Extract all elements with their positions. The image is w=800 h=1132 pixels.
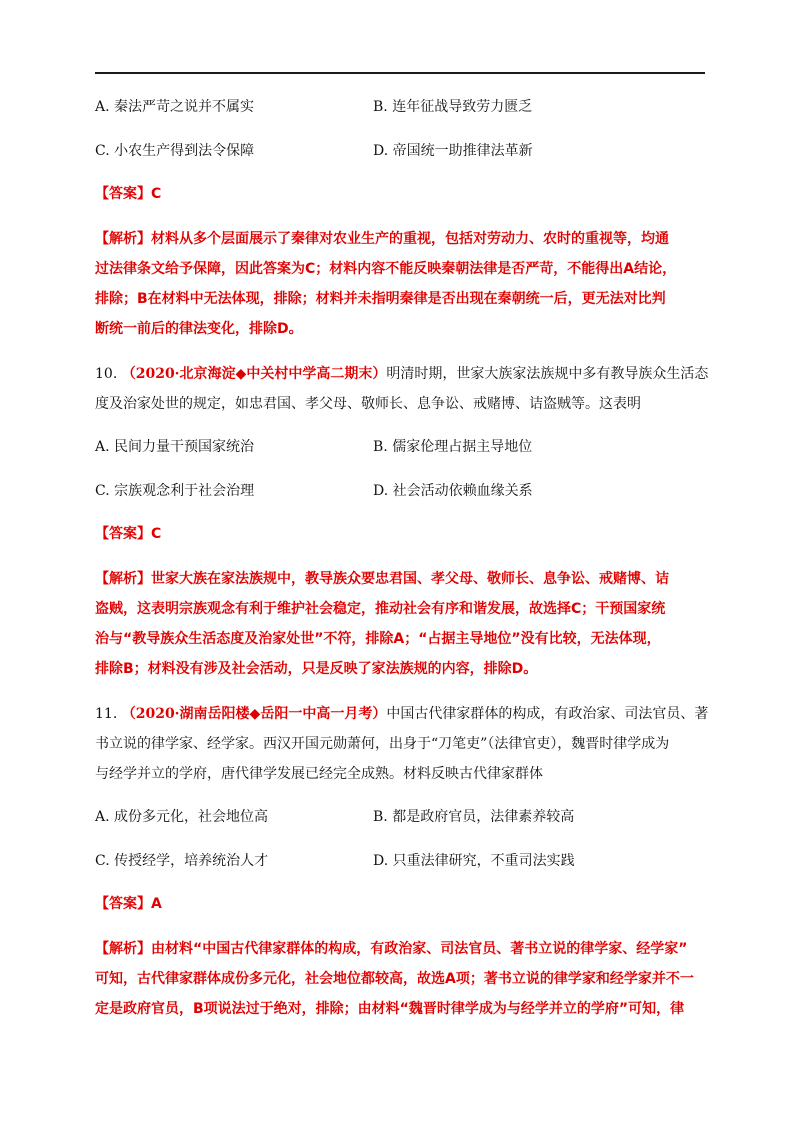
- option-label: B.: [373, 439, 388, 455]
- q10-option-a[interactable]: [95, 437, 254, 457]
- question-number: 11.: [95, 706, 118, 722]
- analysis-tag: 【解析】: [95, 571, 151, 587]
- option-text: 成份多元化，社会地位高: [114, 809, 269, 825]
- answer-value: A: [151, 896, 162, 912]
- analysis-text: 可知，古代律家群体成份多元化，社会地位都较高，故选A项；著书立说的律学家和经学家并不一: [95, 971, 694, 987]
- q11-option-d[interactable]: [373, 851, 575, 871]
- q10-analysis-line-3: [95, 629, 661, 649]
- option-label: D.: [373, 483, 389, 499]
- q10-option-b[interactable]: [373, 437, 532, 457]
- q11-stem-line-1: [95, 704, 708, 724]
- option-label: B.: [373, 99, 388, 115]
- option-text: 都是政府官员，法律素养较高: [392, 809, 575, 825]
- q10-stem-line-2: [95, 394, 641, 414]
- option-label: C.: [95, 143, 110, 159]
- question-stem: 书立说的律学家、经学家。西汉开国元勋萧何，出身于“刀笔吏”（法律官吏），魏晋时律学成为: [95, 736, 670, 752]
- analysis-text: 由材料“中国古代律家群体的构成，有政治家、司法官员、著书立说的律学家、经学家”: [151, 941, 688, 957]
- option-label: A.: [95, 439, 110, 455]
- q10-analysis-line-1: [95, 569, 669, 589]
- option-text: 秦法严苛之说并不属实: [114, 99, 255, 115]
- answer-value: C: [151, 526, 162, 542]
- option-text: 只重法律研究，不重司法实践: [392, 853, 575, 869]
- analysis-text: 材料从多个层面展示了秦律对农业生产的重视，包括对劳动力、农时的重视等，均通: [151, 231, 669, 247]
- analysis-tag: 【解析】: [95, 231, 151, 247]
- q11-option-b[interactable]: [373, 807, 574, 827]
- option-text: 帝国统一助推律法革新: [392, 143, 533, 159]
- answer-tag: 【答案】: [95, 526, 151, 542]
- option-text: 社会活动依赖血缘关系: [392, 483, 533, 499]
- question-stem: 中国古代律家群体的构成，有政治家、司法官员、著: [386, 706, 709, 722]
- q9-analysis-line-2: [95, 259, 676, 279]
- q9-analysis-line-4: [95, 319, 303, 339]
- analysis-text: 排除B；材料没有涉及社会活动，只是反映了家法族规的内容，排除D。: [95, 661, 538, 677]
- q9-option-b[interactable]: [373, 97, 532, 117]
- option-label: D.: [373, 853, 389, 869]
- analysis-text: 过法律条文给予保障，因此答案为C；材料内容不能反映秦朝法律是否严苛，不能得出A结论，: [95, 261, 677, 277]
- option-text: 传授经学，培养统治人才: [114, 853, 269, 869]
- option-label: A.: [95, 99, 110, 115]
- q10-analysis-line-2: [95, 599, 665, 619]
- q10-option-c[interactable]: [95, 481, 254, 501]
- q11-option-c[interactable]: [95, 851, 268, 871]
- q9-option-c[interactable]: [95, 141, 254, 161]
- answer-tag: 【答案】: [95, 186, 151, 202]
- option-label: C.: [95, 483, 110, 499]
- option-label: A.: [95, 809, 110, 825]
- q11-answer: [95, 894, 162, 914]
- option-text: 宗族观念利于社会治理: [114, 483, 255, 499]
- q11-analysis-line-1: [95, 939, 687, 959]
- option-text: 民间力量干预国家统治: [114, 439, 255, 455]
- analysis-text: 治与“教导族众生活态度及治家处世”不符，排除A；“占据主导地位”没有比较，无法体现，: [95, 631, 661, 647]
- analysis-text: 定是政府官员，B项说法过于绝对，排除；由材料“魏晋时律学成为与经学并立的学府”可知，律: [95, 1001, 685, 1017]
- option-label: D.: [373, 143, 389, 159]
- answer-tag: 【答案】: [95, 896, 151, 912]
- q11-stem-line-3: [95, 764, 543, 784]
- question-number: 10.: [95, 366, 118, 382]
- option-label: C.: [95, 853, 110, 869]
- answer-value: C: [151, 186, 162, 202]
- q10-answer: [95, 524, 161, 544]
- q9-analysis-line-1: [95, 229, 669, 249]
- question-stem: 度及治家处世的规定，如忠君国、孝父母、敬师长、息争讼、戒赌博、诘盗贼等。这表明: [95, 396, 641, 412]
- option-label: B.: [373, 809, 388, 825]
- q10-option-d[interactable]: [373, 481, 533, 501]
- q11-option-a[interactable]: [95, 807, 268, 827]
- option-text: 小农生产得到法令保障: [114, 143, 255, 159]
- analysis-text: 世家大族在家法族规中，教导族众要忠君国、孝父母、敬师长、息争讼、戒赌博、诘: [151, 571, 669, 587]
- analysis-text: 盗贼，这表明宗族观念有利于维护社会稳定，推动社会有序和谐发展，故选择C；干预国家统: [95, 601, 666, 617]
- q9-option-a[interactable]: [95, 97, 254, 117]
- analysis-tag: 【解析】: [95, 941, 151, 957]
- q9-analysis-line-3: [95, 289, 666, 309]
- question-stem: 与经学并立的学府，唐代律学发展已经完全成熟。材料反映古代律家群体: [95, 766, 543, 782]
- q10-stem-line-1: [95, 364, 708, 384]
- header-rule: [95, 72, 705, 74]
- question-source: （2020·湖南岳阳楼◆岳阳一中高一月考）: [121, 706, 387, 722]
- q9-answer: [95, 184, 161, 204]
- q11-stem-line-2: [95, 734, 669, 754]
- q11-analysis-line-2: [95, 969, 694, 989]
- question-stem: 明清时期，世家大族家法族规中多有教导族众生活态: [386, 366, 709, 382]
- question-source: （2020·北京海淀◆中关村中学高二期末）: [121, 366, 387, 382]
- q11-analysis-line-3: [95, 999, 684, 1019]
- option-text: 连年征战导致劳力匮乏: [392, 99, 533, 115]
- option-text: 儒家伦理占据主导地位: [392, 439, 533, 455]
- analysis-text: 排除；B在材料中无法体现，排除；材料并未指明秦律是否出现在秦朝统一后，更无法对比判: [95, 291, 666, 307]
- q10-analysis-line-4: [95, 659, 537, 679]
- q9-option-d[interactable]: [373, 141, 533, 161]
- analysis-text: 断统一前后的律法变化，排除D。: [95, 321, 303, 337]
